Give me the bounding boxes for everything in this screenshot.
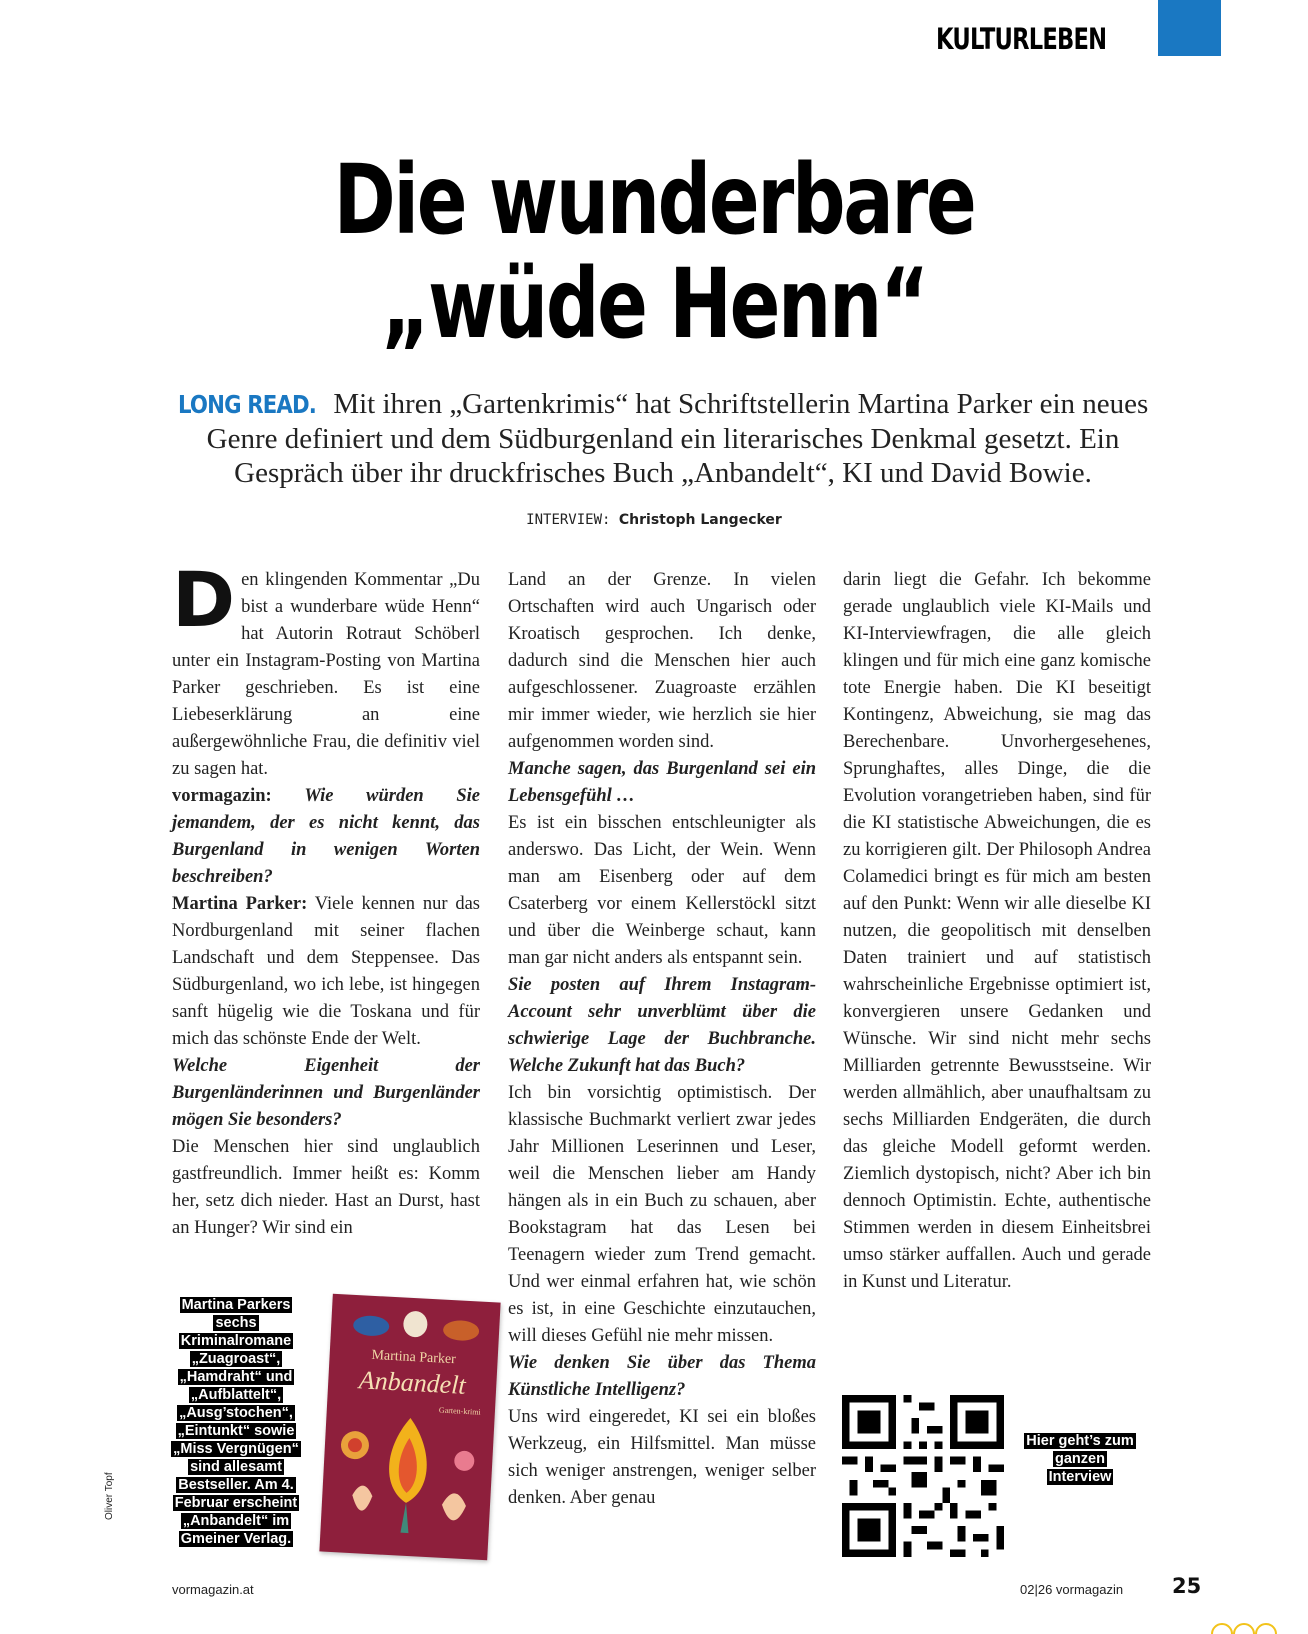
headline-line-2: „wüde Henn“ xyxy=(381,248,927,360)
answer-4: Ich bin vorsichtig optimistisch. Der klassische Buchmarkt verliert zwar jedes Jahr Millionen Leserinnen und Leser, weil die Menschen lieber am Handy hängen als in ein Buch zu schauen, aber Bookstagram hat das Lesen bei Teenagern wieder zum Trend gemacht. Und wer einmal erfahren hat, wie schön es ist, in eine Geschichte einzutauchen, will dieses Gefühl nie mehr missen. xyxy=(508,1083,816,1346)
book-genre: Garten-krimi xyxy=(438,1405,481,1417)
qr-label-text: Hier geht’s zum ganzen Interview xyxy=(1026,1433,1134,1485)
book-caption-text: Martina Parkers sechs Kriminalromane „Zuagroast“, „Hamdraht“ und „Aufblattelt“, „Ausg’stochen“, „Eintunkt“ sowie „Miss Vergnügen“ sind allesamt Bestseller. Am 4. Februar erscheint „Anbandelt“ im Gmeiner Verlag. xyxy=(173,1297,299,1547)
answer-5-continued: darin liegt die Gefahr. Ich bekomme gerade unglaublich viele KI-Mails und KI-Interviewfragen, die alle gleich klingen und für mich eine ganz komische tote Energie haben. Die KI beseitigt Kontingenz, Abweichung, sie mag das Berechenbare. Unvorhergesehenes, Sprunghaftes, alles Dinge, die die Evolution vorangetrieben haben, sind für die KI statistische Abweichungen, die es zu korrigieren gilt. Der Philosoph Andrea Colamedici bringt es für mich am besten auf den Punkt: Wenn wir alle dieselbe KI nutzen, die geopolitisch mit denselben Daten trainiert und auf statistisch wahrscheinliche Ergebnisse optimiert ist, konvergieren unsere Gedanken und Wünsche. Wir sind nicht mehr sechs Milliarden getrennte Bewusstseine. Wir werden allmählich, aber unaufhaltsam zu sechs Milliarden Endgeräten, die durch das gleiche Modell geformt werden. Ziemlich dystopisch, nicht? Aber ich bin dennoch Optimistin. Echte, authentische Stimmen werden in diesem Einheitsbrei umso stärker auffallen. Auch und gerade in Kunst und Literatur. xyxy=(843,570,1151,1292)
book-cover-illustration xyxy=(319,1294,500,1560)
answer-2-continued: Land an der Grenze. In vielen Ortschaften wird auch Ungarisch oder Kroatisch gesprochen. Ich denke, dadurch sind die Menschen hier auch aufgeschlossener. Zuagroaste erzählen mir immer wieder, wie herzlich sie hier aufgenommen worden sind. xyxy=(508,570,816,752)
rubric-color-bar xyxy=(1158,0,1221,56)
footer-site: vormagazin.at xyxy=(172,1582,254,1597)
intro-paragraph xyxy=(172,555,480,783)
article-column-1 xyxy=(172,555,480,1242)
lead-paragraph xyxy=(168,387,1158,490)
answer-5: Uns wird eingeredet, KI sei ein bloßes Werkzeug, ein Hilfsmittel. Man müsse sich weniger anstrengen, weniger selber denken. Aber genau xyxy=(508,1407,816,1508)
section-rubric: KULTURLEBEN xyxy=(935,22,1106,56)
lead-text: Mit ihren „Gartenkrimis“ hat Schriftstellerin Martina Parker ein neues Genre definiert und dem Südburgenland ein literarisches Denkmal gesetzt. Ein Gespräch über ihr druckfrisches Buch „Anbandelt“, KI und David Bowie. xyxy=(206,388,1149,489)
question-1 xyxy=(172,783,480,891)
question-4: Sie posten auf Ihrem Instagram-Account sehr unverblümt über die schwierige Lage der Buchbranche. Welche Zukunft hat das Buch? xyxy=(508,975,816,1076)
intro-text: en klingenden Kommentar „Du bist a wunderbare wüde Henn“ hat Autorin Rotraut Schöberl unter ein Instagram-Posting von Martina Parker geschrieben. Es ist eine Liebeserklärung an eine außergewöhnliche Frau, die definitiv viel zu sagen hat. xyxy=(172,570,480,779)
answer-3: Es ist ein bisschen entschleunigter als anderswo. Das Licht, der Wein. Wenn man am Eisenberg oder auf dem Csaterberg vor einem Kellerstöckl sitzt und über die Weinberge schaut, kann man gar nicht anders als entspannt sein. xyxy=(508,813,816,968)
dropcap: D xyxy=(172,555,236,644)
byline-author: Christoph Langecker xyxy=(618,512,782,528)
article-column-2 xyxy=(508,567,816,1512)
byline-label: INTERVIEW: xyxy=(526,512,611,528)
question-1-text: Wie würden Sie jemandem, der es nicht kennt, das Burgenland in wenigen Worten beschreiben? xyxy=(172,786,480,887)
answer-1 xyxy=(172,891,480,1053)
question-3: Manche sagen, das Burgenland sei ein Lebensgefühl … xyxy=(508,759,816,806)
answer-1-text: Viele kennen nur das Nordburgenland mit seiner flachen Landschaft und dem Steppensee. Das Südburgenland, wo ich lebe, ist hingegen sanft hügelig wie die Toskana und für mich das schönste Ende der Welt. xyxy=(172,894,480,1049)
speaker-interviewee: Martina Parker: xyxy=(172,894,308,914)
byline xyxy=(0,512,1308,528)
question-5: Wie denken Sie über das Thema Künstliche Intelligenz? xyxy=(508,1353,816,1400)
qr-code[interactable] xyxy=(842,1395,1004,1557)
footer-issue: 02|26 vormagazin xyxy=(1020,1582,1124,1597)
photo-credit: Oliver Topf xyxy=(104,1472,115,1520)
article-column-3 xyxy=(843,567,1151,1296)
speaker-interviewer: vormagazin: xyxy=(172,786,272,806)
headline-line-1: Die wunderbare xyxy=(333,144,975,256)
answer-2: Die Menschen hier sind unglaublich gastfreundlich. Immer heißt es: Komm her, setz dich nieder. Hast an Durst, hast an Hunger? Wir sind ein xyxy=(172,1137,480,1238)
headline xyxy=(144,144,1164,360)
book-caption xyxy=(168,1296,304,1548)
qr-label xyxy=(1020,1432,1140,1486)
book-cover-image xyxy=(319,1294,500,1560)
book-title: Anbandelt xyxy=(358,1365,467,1400)
corner-decoration-icon xyxy=(1204,1616,1304,1634)
lead-tag: LONG READ. xyxy=(177,390,316,419)
question-2: Welche Eigenheit der Burgenländerinnen und Burgenländer mögen Sie besonders? xyxy=(172,1056,480,1130)
book-author: Martina Parker xyxy=(371,1347,457,1368)
page-number: 25 xyxy=(1172,1574,1202,1598)
